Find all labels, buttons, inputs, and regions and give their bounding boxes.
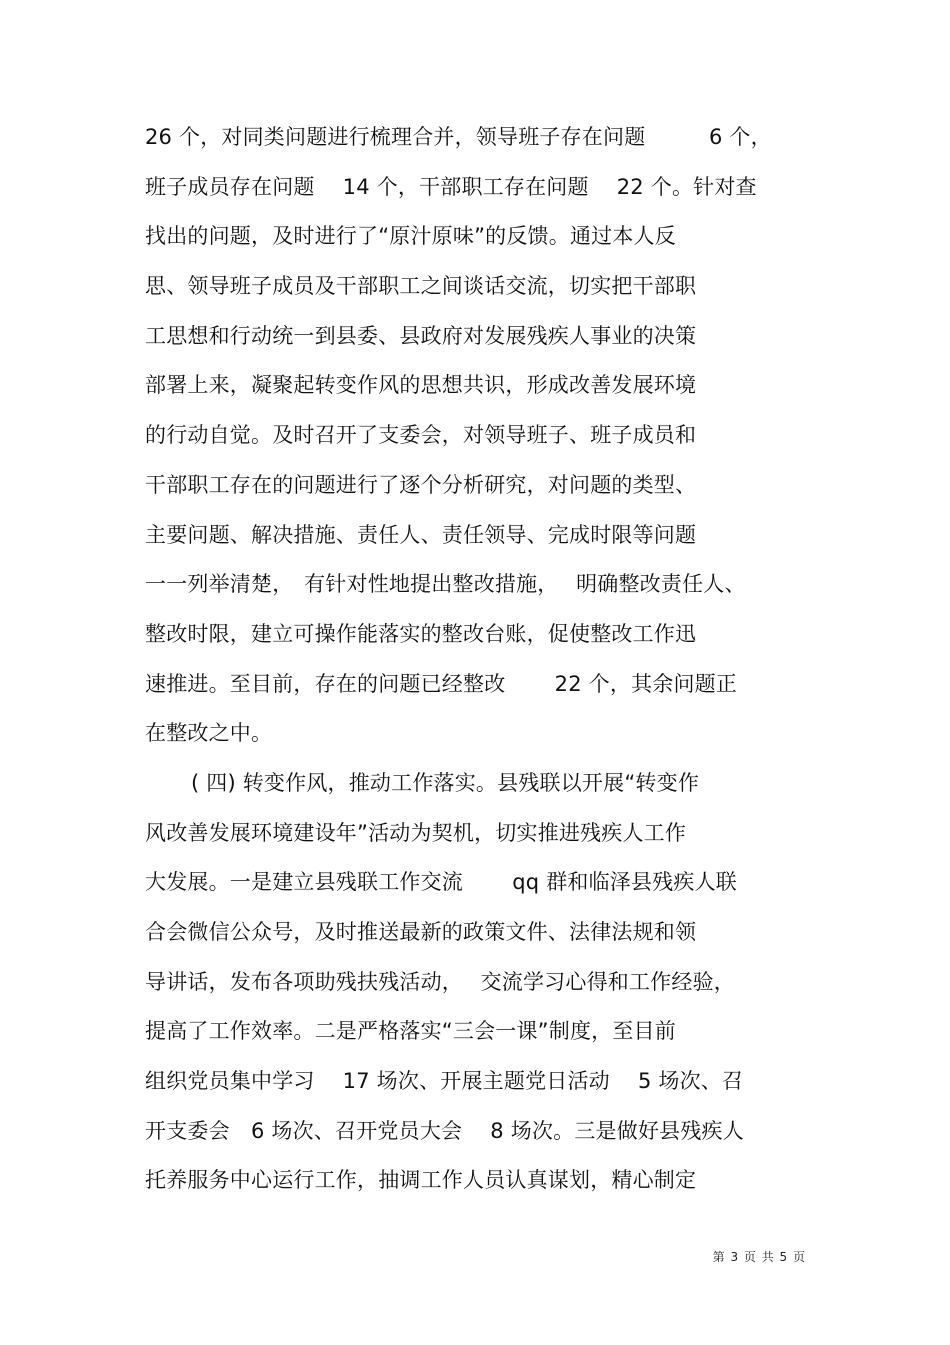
text-line-13: 在整改之中。 bbox=[145, 721, 273, 746]
text-line-10: 一一列举清楚， 有针对性地提出整改措施， 明确整改责任人、 bbox=[145, 572, 746, 597]
body-text bbox=[145, 113, 845, 1206]
text-line-3: 找出的问题，及时进行了“原汁原味”的反馈。通过本人反 bbox=[145, 224, 676, 249]
text-line-21: 开支委会 6 场次、召开党员大会 8 场次。三是做好县残疾人 bbox=[145, 1118, 744, 1143]
page-number-footer: 第 3 页 共 5 页 bbox=[712, 1250, 806, 1264]
section-heading-line: ( 四) 转变作风，推动工作落实。县残联以开展“转变作 bbox=[191, 770, 700, 795]
text-line-15: 风改善发展环境建设年”活动为契机，切实推进残疾人工作 bbox=[145, 820, 687, 845]
text-line-20: 组织党员集中学习 17 场次、开展主题党日活动 5 场次、召 bbox=[145, 1069, 744, 1094]
text-line-22: 托养服务中心运行工作，抽调工作人员认真谋划，精心制定 bbox=[145, 1168, 697, 1193]
text-line-5: 工思想和行动统一到县委、县政府对发展残疾人事业的决策 bbox=[145, 323, 697, 348]
text-line-4: 思、领导班子成员及干部职工之间谈话交流，切实把干部职 bbox=[145, 274, 697, 299]
text-line-17: 合会微信公众号，及时推送最新的政策文件、法律法规和领 bbox=[145, 920, 697, 944]
text-line-16: 大发展。一是建立县残联工作交流 qq 群和临泽县残疾人联 bbox=[145, 870, 738, 895]
text-line-12: 速推进。至目前，存在的问题已经整改 22 个，其余问题正 bbox=[145, 671, 738, 696]
text-line-6: 部署上来，凝聚起转变作风的思想共识，形成改善发展环境 bbox=[145, 373, 697, 398]
text-line-18: 导讲话，发布各项助残扶残活动， 交流学习心得和工作经验， bbox=[145, 969, 735, 994]
text-line-9: 主要问题、解决措施、责任人、责任领导、完成时限等问题 bbox=[145, 522, 697, 547]
text-line-8: 干部职工存在的问题进行了逐个分析研究，对问题的类型、 bbox=[145, 472, 697, 497]
text-line-7: 的行动自觉。及时召开了支委会，对领导班子、班子成员和 bbox=[145, 423, 697, 448]
text-line-11: 整改时限，建立可操作能落实的整改台账，促使整改工作迅 bbox=[145, 621, 697, 646]
text-line-2: 班子成员存在问题 14 个，干部职工存在问题 22 个。针对查 bbox=[145, 174, 757, 199]
text-line-19: 提高了工作效率。二是严格落实“三会一课”制度，至目前 bbox=[145, 1019, 676, 1044]
text-line-1: 26 个，对同类问题进行梳理合并，领导班子存在问题 6 个， bbox=[145, 125, 772, 149]
